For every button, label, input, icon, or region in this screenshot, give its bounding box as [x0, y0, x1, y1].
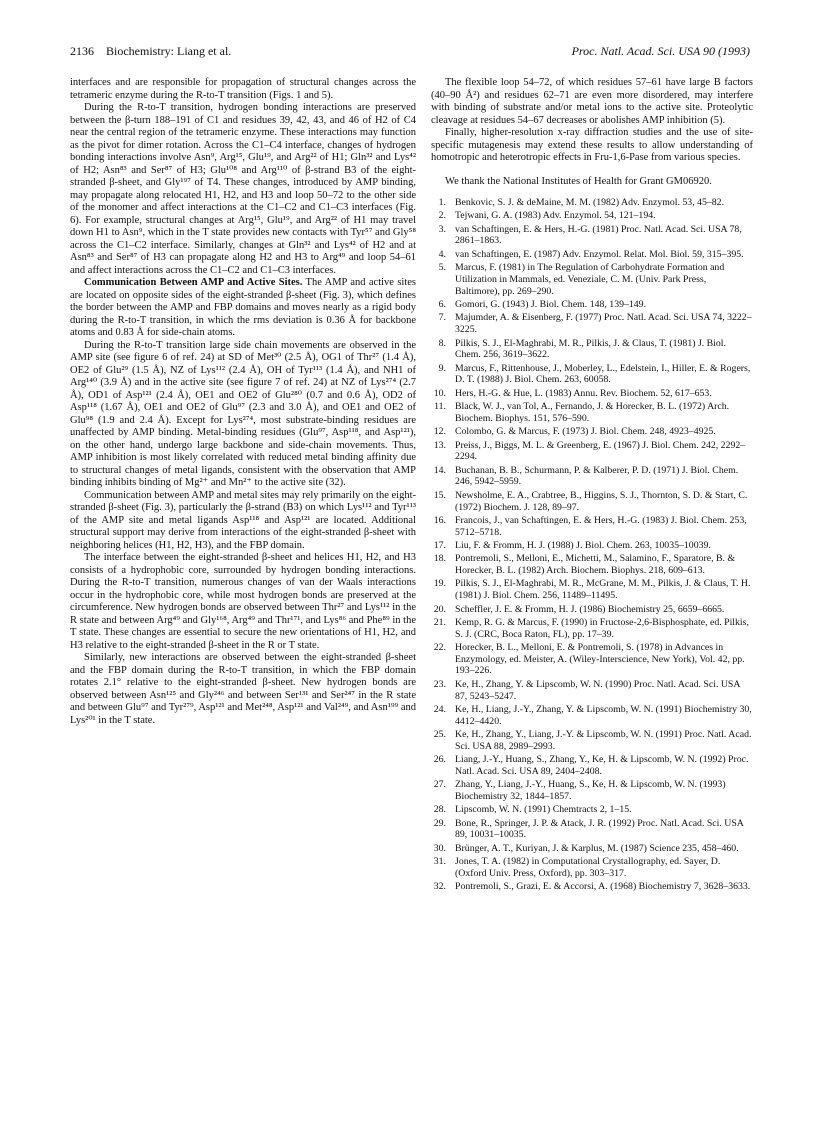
reference-number: 21.: [433, 616, 446, 628]
paragraph: During the R-to-T transition large side chain movements are observed in the AMP site (see figure 6 of ref. 24) at SD of Met³⁰ (2.5 Å), OG1 of Thr²⁷ (1.4 Å), OE2 of Glu²⁹ (1.5 Å), NZ of Lys¹¹² (2.4 Å), OH of Tyr¹¹³ (1.4 Å), and NH1 of Arg¹⁴⁰ (3.9 Å) and in the active site (see figure 7 of ref. 24) at NZ of Lys²⁷⁴ (2.7 Å), OD1 of Asp¹²¹ (2.4 Å), OE1 and OE2 of Glu²⁸⁰ (0.7 and 0.6 Å), OD2 of Asp¹¹⁸ (1.67 Å), OE1 and OE2 of Glu⁹⁷ (2.3 and 3.0 Å), and OE1 and OE2 of Glu⁹⁸ (1.9 and 2.4 Å). Except for Lys²⁷⁴, most substrate-binding residues are unaffected by AMP binding. Metal-binding residues (Glu⁹⁷, Asp¹¹⁸, and Asp¹²¹), on the other hand, undergo large backbone and side-chain movements. Thus, AMP inhibition is most likely correlated with reduced metal binding affinity due to structural changes of metal ligands, consistent with the observation that AMP binding inhibits binding of Mg²⁺ and Mn²⁺ to the active site (32).: [70, 339, 416, 488]
reference-text: Francois, J., van Schaftingen, E. & Hers, H.-G. (1983) J. Biol. Chem. 253, 5712–5718.: [455, 514, 747, 538]
paragraph: The flexible loop 54–72, of which residues 57–61 have large B factors (40–90 Å²) and residues 62–71 are even more disordered, may interfere with binding of substrate and/or metal ions to the active site. Proteolytic cleavage at residues 54–67 decreases or abolishes AMP inhibition (5).: [431, 77, 753, 126]
reference-number: 24.: [433, 703, 446, 715]
reference-text: Gomori, G. (1943) J. Biol. Chem. 148, 139–149.: [455, 299, 647, 311]
reference-item: [431, 642, 753, 677]
reference-number: 18.: [433, 553, 446, 565]
reference-text: van Schaftingen, E. (1987) Adv. Enzymol. Relat. Mol. Biol. 59, 315–395.: [455, 248, 744, 260]
reference-number: 27.: [433, 779, 446, 791]
right-column: [431, 77, 753, 895]
reference-text: Marcus, F. (1981) in The Regulation of Carbohydrate Formation and Utilization in Mammals, ed. Veneziale, C. M. (Univ. Park Press, Baltimore), pp. 269–290.: [455, 262, 725, 297]
page-number: 2136: [70, 44, 94, 58]
reference-item: [431, 401, 753, 424]
reference-text: Liu, F. & Fromm, H. J. (1988) J. Biol. Chem. 263, 10035–10039.: [455, 539, 711, 551]
reference-item: [431, 224, 753, 247]
reference-text: Buchanan, B. B., Schurmann, P. & Kalberer, P. D. (1971) J. Biol. Chem. 246, 5942–5959.: [455, 464, 739, 488]
reference-list: [431, 197, 753, 893]
reference-number: 4.: [438, 248, 446, 260]
reference-number: 11.: [434, 401, 446, 413]
paragraph: The interface between the eight-stranded β-sheet and helices H1, H2, and H3 consists of a hydrophobic core, surrounded by hydrogen bonding interactions. During the R-to-T transition, numerous changes of van der Waals interactions occur in the hydrophobic core, while most hydrogen bonds are preserved at the circumference. New hydrogen bonds are observed between Thr²⁷ and Lys¹¹² in the R state and between Arg⁴⁹ and Gly¹⁶⁸, Arg⁴⁹ and Thr¹⁷¹, and Lys⁸⁶ and Phe⁸⁹ in the T state. These changes are essential to secure the new orientations of H1, H2, and H3 relative to the eight-stranded β-sheet in the R or T state.: [70, 552, 416, 651]
reference-number: 32.: [433, 881, 446, 893]
reference-item: [431, 426, 753, 438]
reference-number: 19.: [433, 578, 446, 590]
paragraph: Finally, higher-resolution x-ray diffraction studies and the use of site-specific mutagenesis may extend these results to allow understanding of homotropic and heterotropic effects in Fru-1,6-Pase from various species.: [431, 127, 753, 163]
reference-text: Bone, R., Springer, J. P. & Atack, J. R. (1992) Proc. Natl. Acad. Sci. USA 89, 10031–10035.: [455, 817, 744, 841]
reference-number: 1.: [438, 197, 446, 208]
reference-text: Ke, H., Zhang, Y., Liang, J.-Y. & Lipscomb, W. N. (1991) Proc. Natl. Acad. Sci. USA 88, 2989–2993.: [455, 729, 752, 752]
reference-text: Ke, H., Liang, J.-Y., Zhang, Y. & Lipscomb, W. N. (1991) Biochemistry 30, 4412–4420.: [455, 703, 752, 727]
journal-author-line: Biochemistry: Liang et al.: [106, 44, 232, 58]
reference-text: Lipscomb, W. N. (1991) Chemtracts 2, 1–15.: [455, 804, 632, 816]
reference-text: Pontremoli, S., Grazi, E. & Accorsi, A. (1968) Biochemistry 7, 3628–3633.: [455, 881, 751, 893]
paragraph: [70, 277, 416, 340]
reference-number: 28.: [433, 804, 446, 816]
section-heading: Communication Between AMP and Active Sites.: [84, 277, 303, 288]
reference-number: 10.: [433, 387, 446, 399]
reference-item: [431, 490, 753, 513]
reference-text: Hers, H.-G. & Hue, L. (1983) Annu. Rev. Biochem. 52, 617–653.: [455, 387, 712, 399]
reference-item: [431, 540, 753, 552]
reference-item: [431, 881, 753, 893]
reference-text: Kemp, R. G. & Marcus, F. (1990) in Fructose-2,6-Bisphosphate, ed. Pilkis, S. J. (CRC, Boca Raton, FL), pp. 17–39.: [455, 616, 749, 640]
reference-text: Pontremoli, S., Melloni, E., Michetti, M., Salamino, F., Sparatore, B. & Horecker, B. L. (1982) Arch. Biochem. Biophys. 218, 609–613.: [455, 553, 736, 577]
reference-item: [431, 679, 753, 702]
reference-text: Brünger, A. T., Kuriyan, J. & Karplus, M. (1987) Science 235, 458–460.: [455, 842, 739, 854]
reference-number: 6.: [438, 299, 446, 311]
reference-number: 8.: [438, 337, 446, 349]
reference-item: [431, 779, 753, 802]
reference-item: [431, 553, 753, 576]
reference-text: Horecker, B. L., Melloni, E. & Pontremoli, S. (1978) in Advances in Enzymology, ed. Meister, A. (Wiley-Interscience, New York), Vol. 42, pp. 193–226.: [455, 642, 745, 677]
reference-item: [431, 465, 753, 488]
reference-number: 29.: [433, 817, 446, 829]
reference-item: [431, 754, 753, 777]
reference-text: Tejwani, G. A. (1983) Adv. Enzymol. 54, 121–194.: [455, 210, 656, 222]
reference-item: [431, 363, 753, 386]
journal-citation: Proc. Natl. Acad. Sci. USA 90 (1993): [571, 44, 750, 58]
reference-number: 13.: [433, 439, 446, 451]
reference-item: [431, 818, 753, 841]
reference-item: [431, 617, 753, 640]
reference-number: 3.: [438, 223, 446, 235]
reference-number: 16.: [433, 514, 446, 526]
reference-item: [431, 210, 753, 222]
reference-number: 17.: [433, 539, 446, 551]
reference-item: [431, 249, 753, 261]
paragraph-text: The AMP and active sites are located on opposite sides of the eight-stranded β-sheet (Fig. 3), which defines the border between the AMP and FBP domains and moves nearly as a rigid body during the R-to-T transition, in which the rms deviation is 0.36 Å for backbone atoms and 0.83 Å for side-chain atoms.: [70, 277, 416, 338]
reference-item: [431, 312, 753, 335]
reference-item: [431, 729, 753, 752]
reference-text: Black, W. J., van Tol, A., Fernando, J. & Horecker, B. L. (1972) Arch. Biochem. Biophys. 151, 576–590.: [455, 401, 730, 424]
acknowledgment: We thank the National Institutes of Health for Grant GM06920.: [445, 175, 712, 187]
paragraph: interfaces and are responsible for propagation of structural changes across the tetrameric enzyme during the R-to-T transition (Figs. 1 and 5).: [70, 77, 416, 101]
left-column: [70, 77, 416, 727]
reference-number: 12.: [433, 426, 446, 438]
reference-number: 5.: [438, 262, 446, 274]
reference-text: Liang, J.-Y., Huang, S., Zhang, Y., Ke, H. & Lipscomb, W. N. (1992) Proc. Natl. Acad. Sci. USA 89, 2404–2408.: [455, 754, 749, 777]
reference-number: 20.: [433, 603, 446, 615]
reference-item: [431, 843, 753, 855]
reference-item: [431, 856, 753, 879]
reference-text: Newsholme, E. A., Crabtree, B., Higgins, S. J., Thornton, S. D. & Start, C. (1972) Biochem. J. 128, 89–97.: [455, 489, 748, 513]
reference-number: 9.: [438, 362, 446, 374]
reference-item: [431, 704, 753, 727]
reference-text: Jones, T. A. (1982) in Computational Crystallography, ed. Sayer, D. (Oxford Univ. Press, Oxford), pp. 303–317.: [455, 856, 721, 879]
reference-item: [431, 515, 753, 538]
reference-text: Colombo, G. & Marcus, F. (1973) J. Biol. Chem. 248, 4923–4925.: [455, 426, 716, 438]
reference-text: Majumder, A. & Eisenberg, F. (1977) Proc. Natl. Acad. Sci. USA 74, 3222–3225.: [455, 312, 752, 336]
running-header: [70, 44, 750, 62]
reference-item: [431, 197, 753, 209]
paragraph: Communication between AMP and metal sites may rely primarily on the eight-stranded β-sheet (Fig. 3), particularly the β-strand (B3) on which Lys¹¹² and Tyr¹¹³ of the AMP site and metal ligands Asp¹¹⁸ and Asp¹²¹ are located. Additional structural support may derive from interactions of the eight-stranded β-sheet with neighboring helices (H1, H2, H3), and the FBP domain.: [70, 489, 416, 551]
reference-number: 15.: [433, 489, 446, 501]
reference-number: 2.: [438, 210, 446, 222]
reference-item: [431, 299, 753, 311]
reference-number: 31.: [433, 856, 446, 868]
reference-number: 23.: [433, 678, 446, 690]
reference-item: [431, 578, 753, 601]
reference-text: Marcus, F., Rittenhouse, J., Moberley, L., Edelstein, I., Hiller, E. & Rogers, D. T. (1988) J. Biol. Chem. 263, 60058.: [455, 362, 751, 386]
reference-item: [431, 338, 753, 361]
reference-text: Scheffler, J. E. & Fromm, H. J. (1986) Biochemistry 25, 6659–6665.: [455, 603, 725, 615]
reference-text: Benkovic, S. J. & deMaine, M. M. (1982) Adv. Enzymol. 53, 45–82.: [455, 197, 725, 208]
paragraph: During the R-to-T transition, hydrogen bonding interactions are preserved between the β-turn 188–191 of C1 and residues 39, 42, 43, and 46 of H2 of C4 near the central region of the tetrameric enzyme. These interactions may function as the pivot for dimer rotation. Across the C1–C4 interface, changes of hydrogen bonding interactions involve Asn⁹, Arg¹⁵, Glu¹⁹, and Arg²² of H1; Gln³² and Lys⁴² of H2; Asn⁸³ and Ser⁸⁷ of H3; Glu¹⁰⁸ and Arg¹¹⁰ of β-strand B3 of the eight-stranded β-sheet, and Gly¹⁹⁷ of T4. These changes, introduced by AMP binding, may propagate along relocated H1, H2, and H3 and loop 50–72 to the other side of the monomer and affect interactions at the C1–C2 and C1–C3 interfaces (Fig. 6). For example, structural changes at Arg¹⁵, Glu¹⁹, and Arg²² of H1 may travel down H1 to Asn⁹, which in the T state provides new contacts with Tyr⁵⁷ and Gly⁵⁸ across the C1–C2 interface. Similarly, changes at Gln³² and Lys⁴² of H2 and at Asn⁸³ and Ser⁸⁷ of H3 can propagate along H2 and H3 to Arg⁴⁹ and loop 54–61 and affect interactions across the C1–C2 and C1–C3 interfaces.: [70, 102, 416, 276]
reference-text: Zhang, Y., Liang, J.-Y., Huang, S., Ke, H. & Lipscomb, W. N. (1993) Biochemistry 32, 1844–1857.: [455, 779, 726, 802]
reference-text: Pilkis, S. J., El-Maghrabi, M. R., McGrane, M. M., Pilkis, J. & Claus, T. H. (1981) J. Biol. Chem. 256, 11489–11495.: [455, 578, 751, 602]
reference-text: Ke, H., Zhang, Y. & Lipscomb, W. N. (1990) Proc. Natl. Acad. Sci. USA 87, 5243–5247.: [455, 678, 740, 702]
reference-number: 30.: [433, 842, 446, 854]
reference-item: [431, 388, 753, 400]
reference-number: 14.: [433, 464, 446, 476]
reference-number: 25.: [433, 729, 446, 741]
reference-text: Pilkis, S. J., El-Maghrabi, M. R., Pilkis, J. & Claus, T. (1981) J. Biol. Chem. 256, 3619–3622.: [455, 337, 726, 361]
reference-item: [431, 804, 753, 816]
reference-item: [431, 440, 753, 463]
paragraph: Similarly, new interactions are observed between the eight-stranded β-sheet and the FBP domain during the R-to-T transition, in which the FBP domain rotates 2.1° relative to the eight-stranded β-sheet. New hydrogen bonds are observed between Asn¹²⁵ and Gly²⁴⁶ and between Ser¹³¹ and Ser²⁴⁷ in the R state and between Glu⁹⁷ and Tyr²⁷⁹, Asp¹²¹ and Met²⁴⁸, Asp¹²¹ and Val²⁴⁹, and Asn¹⁹⁹ and Lys²⁰¹ in the T state.: [70, 652, 416, 726]
reference-item: [431, 262, 753, 297]
reference-number: 22.: [433, 642, 446, 654]
reference-number: 7.: [438, 312, 446, 324]
reference-number: 26.: [433, 754, 446, 766]
reference-text: Preiss, J., Biggs, M. L. & Greenberg, E. (1967) J. Biol. Chem. 242, 2292–2294.: [455, 439, 746, 463]
reference-item: [431, 604, 753, 616]
reference-text: van Schaftingen, E. & Hers, H.-G. (1981) Proc. Natl. Acad. Sci. USA 78, 2861–1863.: [455, 223, 742, 247]
